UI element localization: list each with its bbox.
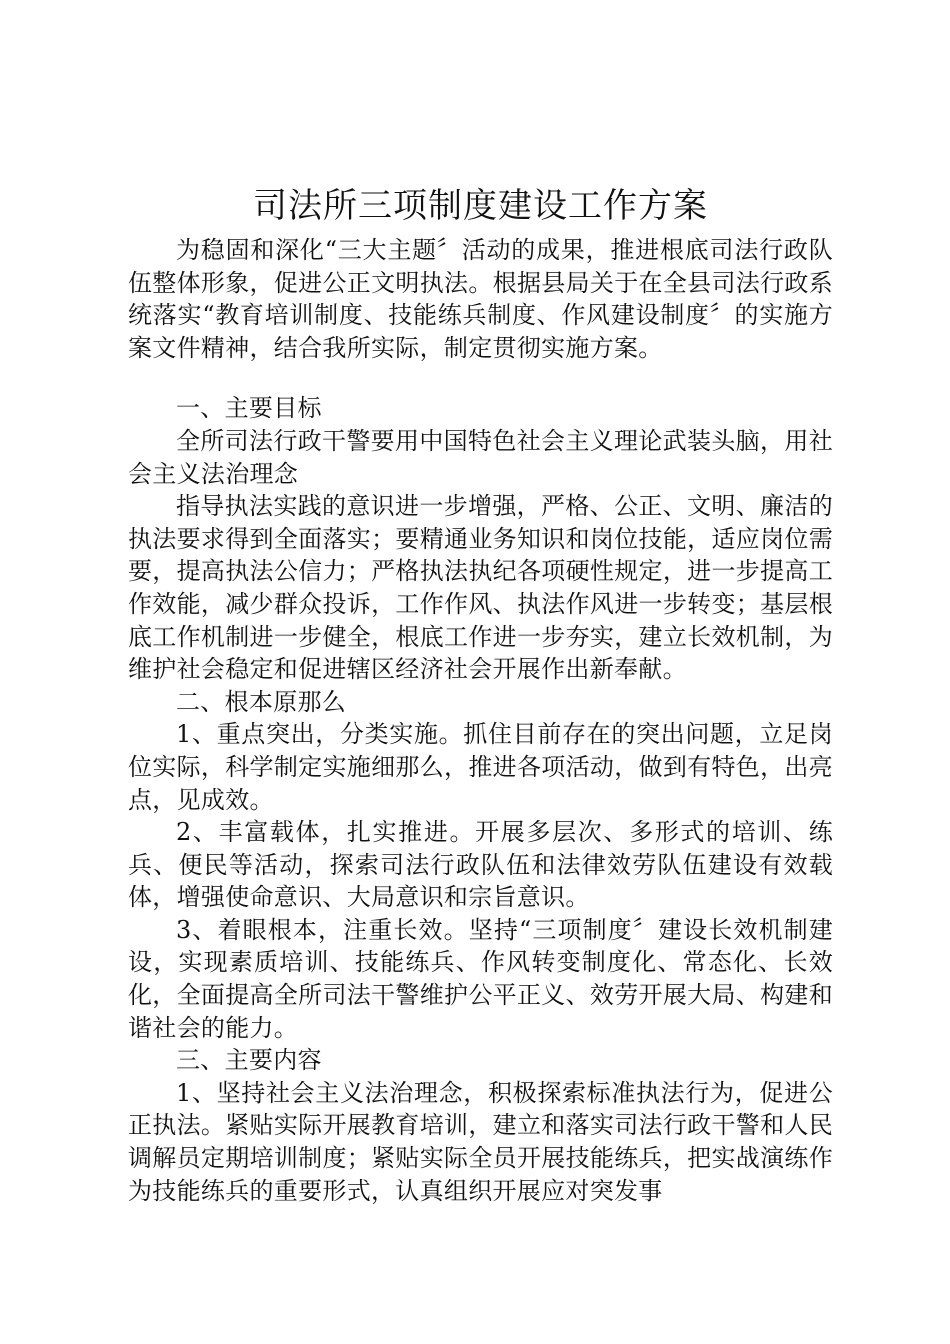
document-title: 司法所三项制度建设工作方案 — [253, 186, 708, 226]
paragraph-gap — [128, 364, 833, 392]
principles-paragraph-1: 1、重点突出，分类实施。抓住目前存在的突出问题，立足岗位实际，科学制定实施细那么，推进各项活动，做到有特色，出亮点，见成效。 — [128, 720, 833, 814]
principles-paragraph-3: 3、着眼根本，注重长效。坚持“三项制度〞建设长效机制建设，实现素质培训、技能练兵、作风转变制度化、常态化、长效化，全面提高全所司法干警维护公平正义、效劳开展大局、构建和谐社会的能力。 — [128, 915, 833, 1042]
content-paragraph-1: 1、坚持社会主义法治理念，积极探索标准执法行为，促进公正执法。紧贴实际开展教育培训，建立和落实司法行政干警和人民调解员定期培训制度；紧贴实际全员开展技能练兵，把实战演练作为技能练兵的重要形式，认真组织开展应对突发事 — [128, 1078, 833, 1205]
goals-paragraph-2: 指导执法实践的意识进一步增强，严格、公正、文明、廉洁的执法要求得到全面落实；要精通业务知识和岗位技能，适应岗位需要，提高执法公信力；严格执法执纪各项硬性规定，进一步提高工作效能，减少群众投诉，工作作风、执法作风进一步转变；基层根底工作机制进一步健全，根底工作进一步夯实，建立长效机制，为维护社会稳定和促进辖区经济社会开展作出新奉献。 — [128, 492, 833, 684]
document-page — [128, 182, 833, 1207]
intro-paragraph: 为稳固和深化“三大主题〞活动的成果，推进根底司法行政队伍整体形象，促进公正文明执法。根据县局关于在全县司法行政系统落实“教育培训制度、技能练兵制度、作风建设制度〞的实施方案文件精神，结合我所实际，制定贯彻实施方案。 — [128, 236, 833, 362]
section-heading-content: 三、主要内容 — [176, 1046, 322, 1075]
section-heading-goals: 一、主要目标 — [176, 394, 322, 423]
goals-paragraph-1: 全所司法行政干警要用中国特色社会主义理论武装头脑，用社会主义法治理念 — [128, 426, 833, 488]
principles-paragraph-2: 2、丰富载体，扎实推进。开展多层次、多形式的培训、练兵、便民等活动，探索司法行政队伍和法律效劳队伍建设有效载体，增强使命意识、大局意识和宗旨意识。 — [128, 818, 833, 912]
section-heading-principles: 二、根本原那么 — [176, 687, 347, 716]
